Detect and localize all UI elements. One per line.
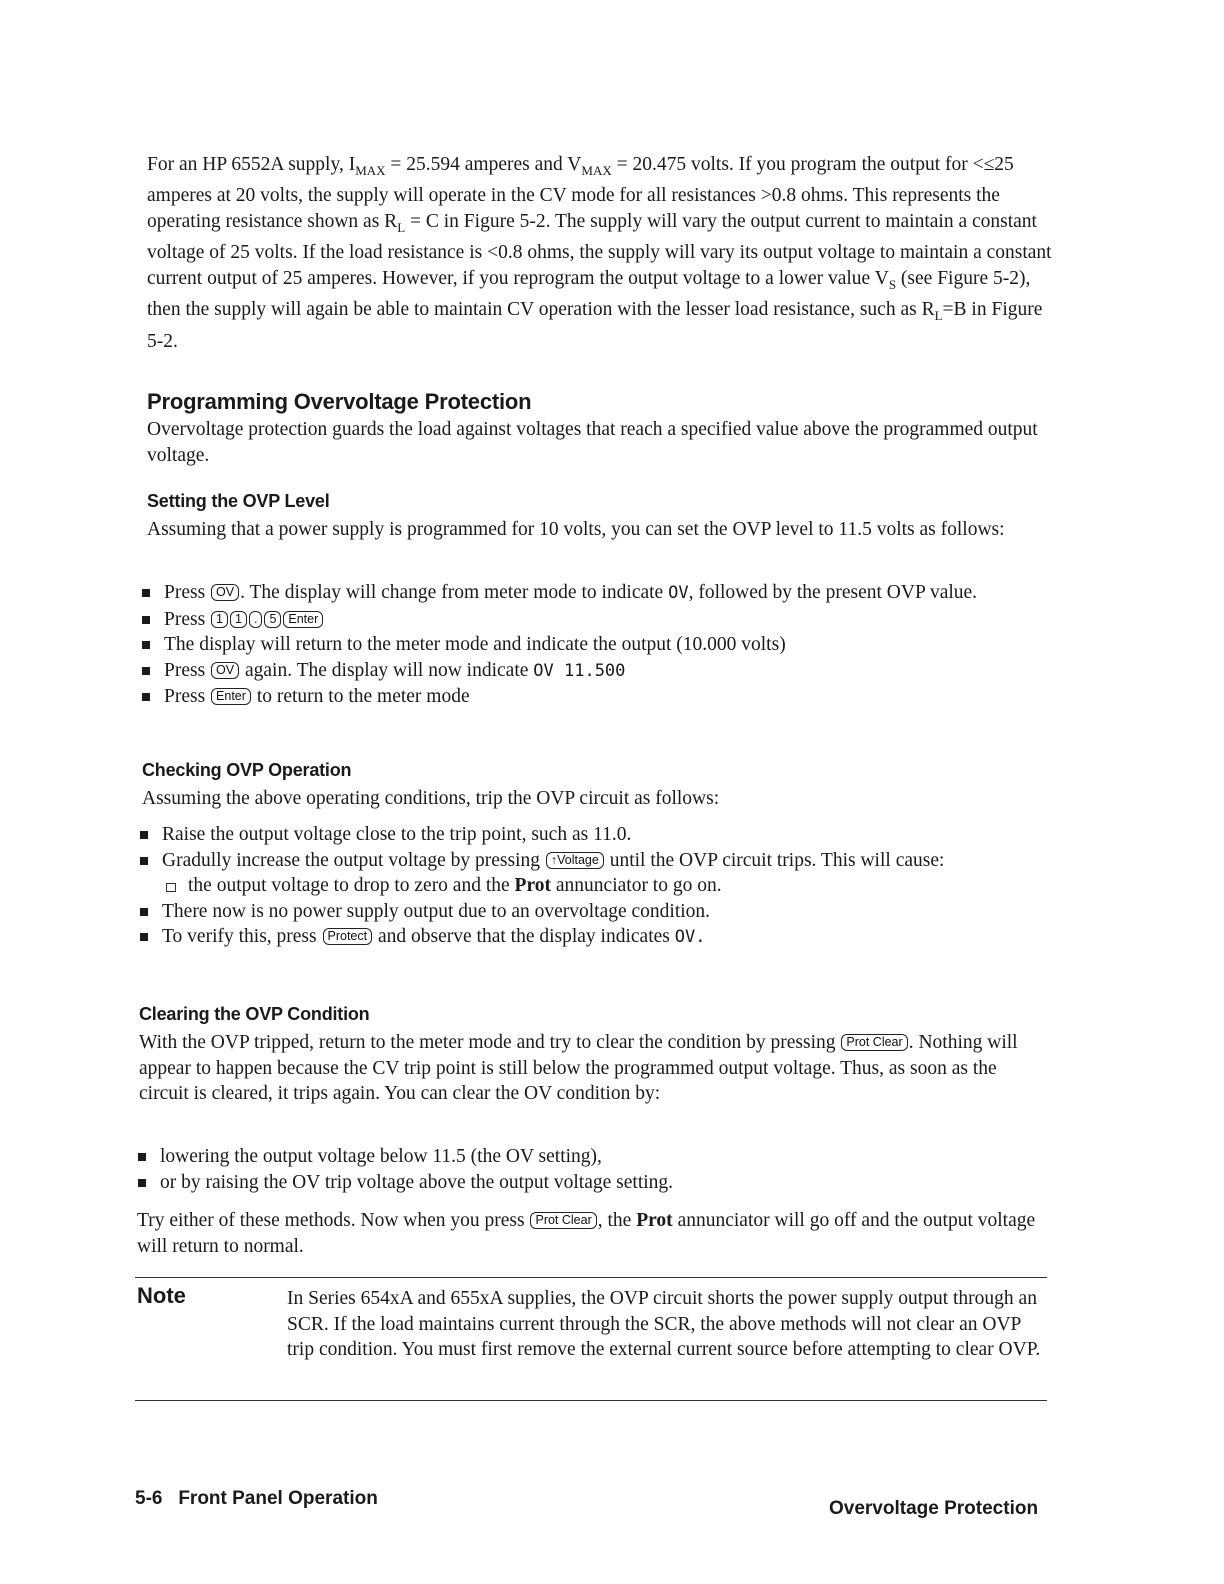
list-item: There now is no power supply output due to an overvoltage condition. <box>136 899 1051 925</box>
section-text: Overvoltage protection guards the load against voltages that reach a specified value above the programmed output voltage. <box>147 419 1038 466</box>
list-item: Press 1 1 . 5 Enter <box>138 607 1053 633</box>
clearing-ovp-title: Clearing the OVP Condition <box>139 1004 370 1024</box>
bullet-icon <box>140 831 148 839</box>
footer-section-title: Overvoltage Protection <box>829 1498 1039 1519</box>
list-item: Raise the output voltage close to the trip point, such as 11.0. <box>136 822 1051 848</box>
bullet-icon <box>142 589 150 597</box>
setting-steps-list <box>138 580 1053 710</box>
section-title: Programming Overvoltage Protection <box>147 389 532 414</box>
list-item: lowering the output voltage below 11.5 (the OV setting), <box>134 1144 1049 1170</box>
bullet-icon <box>138 1153 146 1161</box>
enter-key[interactable]: Enter <box>283 611 323 628</box>
bullet-icon <box>140 933 148 941</box>
list-item: Press OV . The display will change from meter mode to indicate OV, followed by the present OVP value. <box>138 580 1053 607</box>
setting-ovp-title: Setting the OVP Level <box>147 491 330 511</box>
clearing-ovp-text: With the OVP tripped, return to the meter mode and try to clear the condition by pressing Prot Clear . Nothing will appear to happen because the CV trip point is still below the programmed output voltage. Thus, as soon as the circuit is cleared, it trips again. You can clear the OV condition by: <box>139 1032 1018 1104</box>
page-number: 5-6 <box>135 1488 163 1509</box>
protect-key[interactable]: Protect <box>323 928 373 945</box>
bullet-icon <box>138 1179 146 1187</box>
list-item: To verify this, press Protect and observe that the display indicates OV. <box>136 924 1051 951</box>
bullet-icon <box>142 641 150 649</box>
clearing-try-text: Try either of these methods. Now when you press Prot Clear , the Prot annunciator will go off and the output voltage will return to normal. <box>137 1210 1036 1257</box>
note-top-rule <box>135 1277 1047 1278</box>
key-5[interactable]: 5 <box>264 611 281 628</box>
note-text: In Series 654xA and 655xA supplies, the OVP circuit shorts the power supply output through an SCR. If the load maintains current through the SCR, the above methods will not clear an OVP trip condition. You must first remove the external current source before attempting to clear OVP. <box>287 1288 1041 1360</box>
chapter-title: Front Panel Operation <box>178 1488 378 1509</box>
bullet-icon <box>142 693 150 701</box>
prot-clear-key[interactable]: Prot Clear <box>530 1212 596 1229</box>
checking-ovp-text: Assuming the above operating conditions, trip the OVP circuit as follows: <box>142 788 720 809</box>
key-1[interactable]: 1 <box>230 611 247 628</box>
key-decimal[interactable]: . <box>249 611 262 628</box>
bullet-icon <box>140 908 148 916</box>
bullet-icon <box>142 616 150 624</box>
bullet-icon <box>142 667 150 675</box>
list-item: The display will return to the meter mode and indicate the output (10.000 volts) <box>138 632 1053 658</box>
enter-key[interactable]: Enter <box>211 688 251 705</box>
setting-ovp-text: Assuming that a power supply is programmed for 10 volts, you can set the OVP level to 11.5 volts as follows: <box>147 519 1005 540</box>
ov-key[interactable]: OV <box>211 584 239 601</box>
ov-key[interactable]: OV <box>211 662 239 679</box>
list-item: Press OV again. The display will now indicate OV 11.500 <box>138 658 1053 685</box>
hollow-bullet-icon <box>166 883 176 892</box>
intro-paragraph: For an HP 6552A supply, $I_{MAX} = 25.594$ amperes and $V_{MAX} = 20.475$ volts. If you program the output for <≤25 amperes at 20 volts, the supply will operate in the CV mode for all resistances >0.8 ohms. This represents the operating resistance shown as $R_L = C$ in Figure 5-2. The supply will vary the output current to maintain a constant voltage of 25 volts. If the load resistance is <0.8 ohms, the supply will vary its output voltage to maintain a constant current output of 25 amperes. However, if you reprogram the output voltage to a lower value $V_S$ (see Figure 5-2), then the supply will again be able to maintain CV operation with the lesser load resistance, such as $R_L=B$ in Figure 5-2. <box>147 154 1052 352</box>
note-bottom-rule <box>135 1400 1047 1401</box>
clearing-options-list <box>134 1144 1049 1195</box>
list-item: Press Enter to return to the meter mode <box>138 684 1053 710</box>
prot-clear-key[interactable]: Prot Clear <box>841 1034 907 1051</box>
note-label: Note <box>137 1283 186 1308</box>
checking-ovp-title: Checking OVP Operation <box>142 760 352 780</box>
list-item: Gradully increase the output voltage by pressing ↑Voltage until the OVP circuit trips. This will cause: the output voltage to drop to zero and the Prot annunciator to go on. <box>136 848 1051 899</box>
list-item: or by raising the OV trip voltage above the output voltage setting. <box>134 1170 1049 1196</box>
bullet-icon <box>140 857 148 865</box>
checking-steps-list <box>136 822 1051 951</box>
key-1[interactable]: 1 <box>211 611 228 628</box>
sub-list-item: the output voltage to drop to zero and the Prot annunciator to go on. <box>162 873 1051 899</box>
voltage-up-key[interactable]: ↑Voltage <box>546 852 604 869</box>
footer-left <box>135 1488 378 1510</box>
